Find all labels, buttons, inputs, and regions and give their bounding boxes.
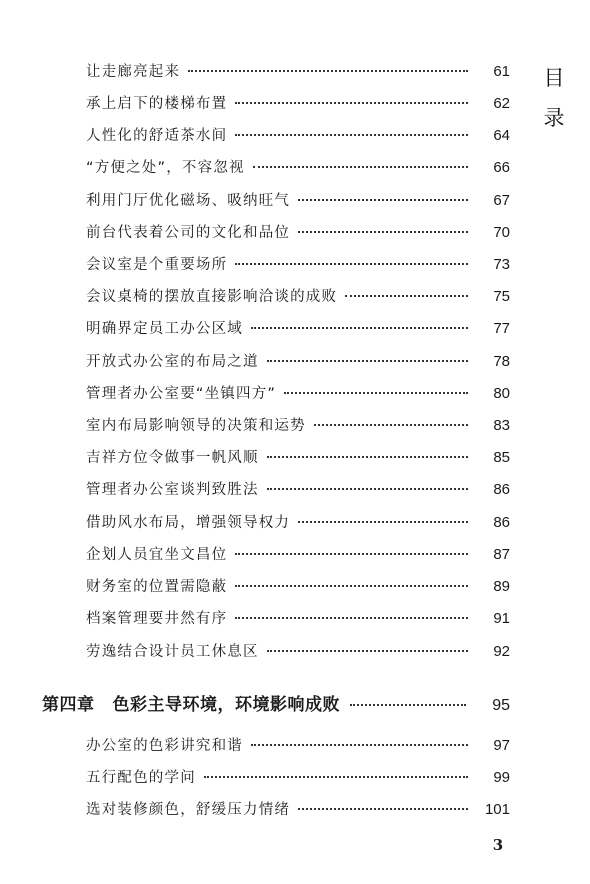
toc-entry[interactable] — [86, 511, 510, 537]
toc-entry-title: 财务室的位置需隐蔽 — [86, 579, 228, 595]
dot-leader — [188, 70, 468, 72]
toc-entry-page: 83 — [493, 417, 510, 434]
page-number: 3 — [492, 836, 504, 854]
toc-entry[interactable] — [86, 382, 510, 408]
dot-leader — [350, 704, 466, 706]
toc-entry[interactable] — [86, 414, 510, 440]
toc-entry-title: 室内布局影响领导的决策和运势 — [86, 418, 306, 434]
toc-entry-page: 87 — [493, 546, 510, 563]
toc-entry-page: 70 — [493, 224, 510, 241]
dot-leader — [235, 617, 468, 619]
toc-entry[interactable] — [86, 92, 510, 118]
toc-entry-page: 86 — [493, 481, 510, 498]
toc-entry[interactable] — [86, 221, 510, 247]
toc-entry-page: 73 — [493, 256, 510, 273]
dot-leader — [267, 456, 468, 458]
toc-entry[interactable] — [86, 575, 510, 601]
toc-entry-title: 人性化的舒适茶水间 — [86, 128, 228, 144]
dot-leader — [267, 488, 468, 490]
dot-leader — [235, 263, 468, 265]
chapter-title: 色彩主导环境，环境影响成败 — [112, 695, 340, 715]
toc-entry[interactable] — [86, 253, 510, 279]
toc-entry-title: 劳逸结合设计员工休息区 — [86, 644, 259, 660]
toc-entry-title: 明确界定员工办公区域 — [86, 321, 243, 337]
toc-entry-page: 67 — [493, 192, 510, 209]
toc-entry[interactable] — [86, 478, 510, 504]
toc-entry-title: 办公室的色彩讲究和谐 — [86, 738, 243, 754]
toc-entry[interactable] — [86, 734, 510, 760]
toc-entry-title: 管理者办公室谈判致胜法 — [86, 482, 259, 498]
toc-entry-title: 五行配色的学问 — [86, 770, 196, 786]
toc-entry-page: 92 — [493, 643, 510, 660]
toc-entry-page: 66 — [493, 159, 510, 176]
toc-entry-page: 89 — [493, 578, 510, 595]
toc-chapter-heading[interactable] — [42, 690, 510, 716]
toc-entry-page: 80 — [493, 385, 510, 402]
toc-entry-title: 会议室是个重要场所 — [86, 257, 228, 273]
dot-leader — [204, 776, 468, 778]
toc-entry-title: 吉祥方位令做事一帆风顺 — [86, 450, 259, 466]
dot-leader — [267, 360, 468, 362]
toc-entry-page: 75 — [493, 288, 510, 305]
dot-leader — [235, 102, 468, 104]
dot-leader — [251, 327, 468, 329]
toc-entry[interactable] — [86, 60, 510, 86]
contents-heading-char: 录 — [543, 106, 565, 130]
toc-entry[interactable] — [86, 317, 510, 343]
toc-entry-page: 78 — [493, 353, 510, 370]
toc-entry[interactable] — [86, 766, 510, 792]
dot-leader — [298, 808, 468, 810]
toc-entry-title: 管理者办公室要“坐镇四方” — [86, 386, 277, 402]
toc-entry[interactable] — [86, 798, 510, 824]
dot-leader — [314, 424, 468, 426]
chapter-number: 第四章 — [42, 695, 95, 715]
toc-entry[interactable] — [86, 543, 510, 569]
toc-entry[interactable] — [86, 607, 510, 633]
toc-entry-page: 64 — [493, 127, 510, 144]
dot-leader — [298, 199, 468, 201]
toc-entry-page: 101 — [484, 801, 510, 818]
toc-entry-title: 选对装修颜色，舒缓压力情绪 — [86, 802, 291, 818]
toc-entry[interactable] — [86, 156, 510, 182]
dot-leader — [267, 650, 468, 652]
dot-leader — [298, 231, 468, 233]
toc-entry[interactable] — [86, 285, 510, 311]
toc-entry[interactable] — [86, 350, 510, 376]
toc-entry-title: 企划人员宜坐文昌位 — [86, 547, 228, 563]
toc-entry[interactable] — [86, 189, 510, 215]
toc-entry-title: “方便之处”，不容忽视 — [86, 160, 245, 176]
toc-entry[interactable] — [86, 124, 510, 150]
dot-leader — [251, 744, 468, 746]
dot-leader — [253, 166, 468, 168]
dot-leader — [235, 585, 468, 587]
toc-entry-title: 前台代表着公司的文化和品位 — [86, 225, 291, 241]
dot-leader — [235, 553, 468, 555]
toc-entry-title: 让走廊亮起来 — [86, 64, 181, 80]
toc-entry-page: 86 — [493, 514, 510, 531]
toc-entry-page: 85 — [493, 449, 510, 466]
toc-entry-title: 会议桌椅的摆放直接影响洽谈的成败 — [86, 289, 338, 305]
toc-entry-page: 97 — [493, 737, 510, 754]
toc-entry-title: 借助风水布局，增强领导权力 — [86, 515, 291, 531]
toc-entry-page: 99 — [493, 769, 510, 786]
contents-heading-char: 目 — [543, 66, 565, 90]
toc-entry-title: 档案管理要井然有序 — [86, 611, 228, 627]
toc-entry-title: 利用门厅优化磁场、吸纳旺气 — [86, 193, 291, 209]
dot-leader — [298, 521, 468, 523]
toc-entry-page: 91 — [493, 610, 510, 627]
toc-entry-page: 77 — [493, 320, 510, 337]
toc-entry-title: 开放式办公室的布局之道 — [86, 354, 259, 370]
dot-leader — [235, 134, 468, 136]
dot-leader — [284, 392, 468, 394]
toc-entry-page: 61 — [493, 63, 510, 80]
toc-entry[interactable] — [86, 640, 510, 666]
toc-entry-page: 62 — [493, 95, 510, 112]
toc-entry-title: 承上启下的楼梯布置 — [86, 96, 228, 112]
dot-leader — [345, 295, 468, 297]
toc-entry[interactable] — [86, 446, 510, 472]
contents-heading — [541, 58, 567, 138]
chapter-page: 95 — [492, 697, 510, 714]
